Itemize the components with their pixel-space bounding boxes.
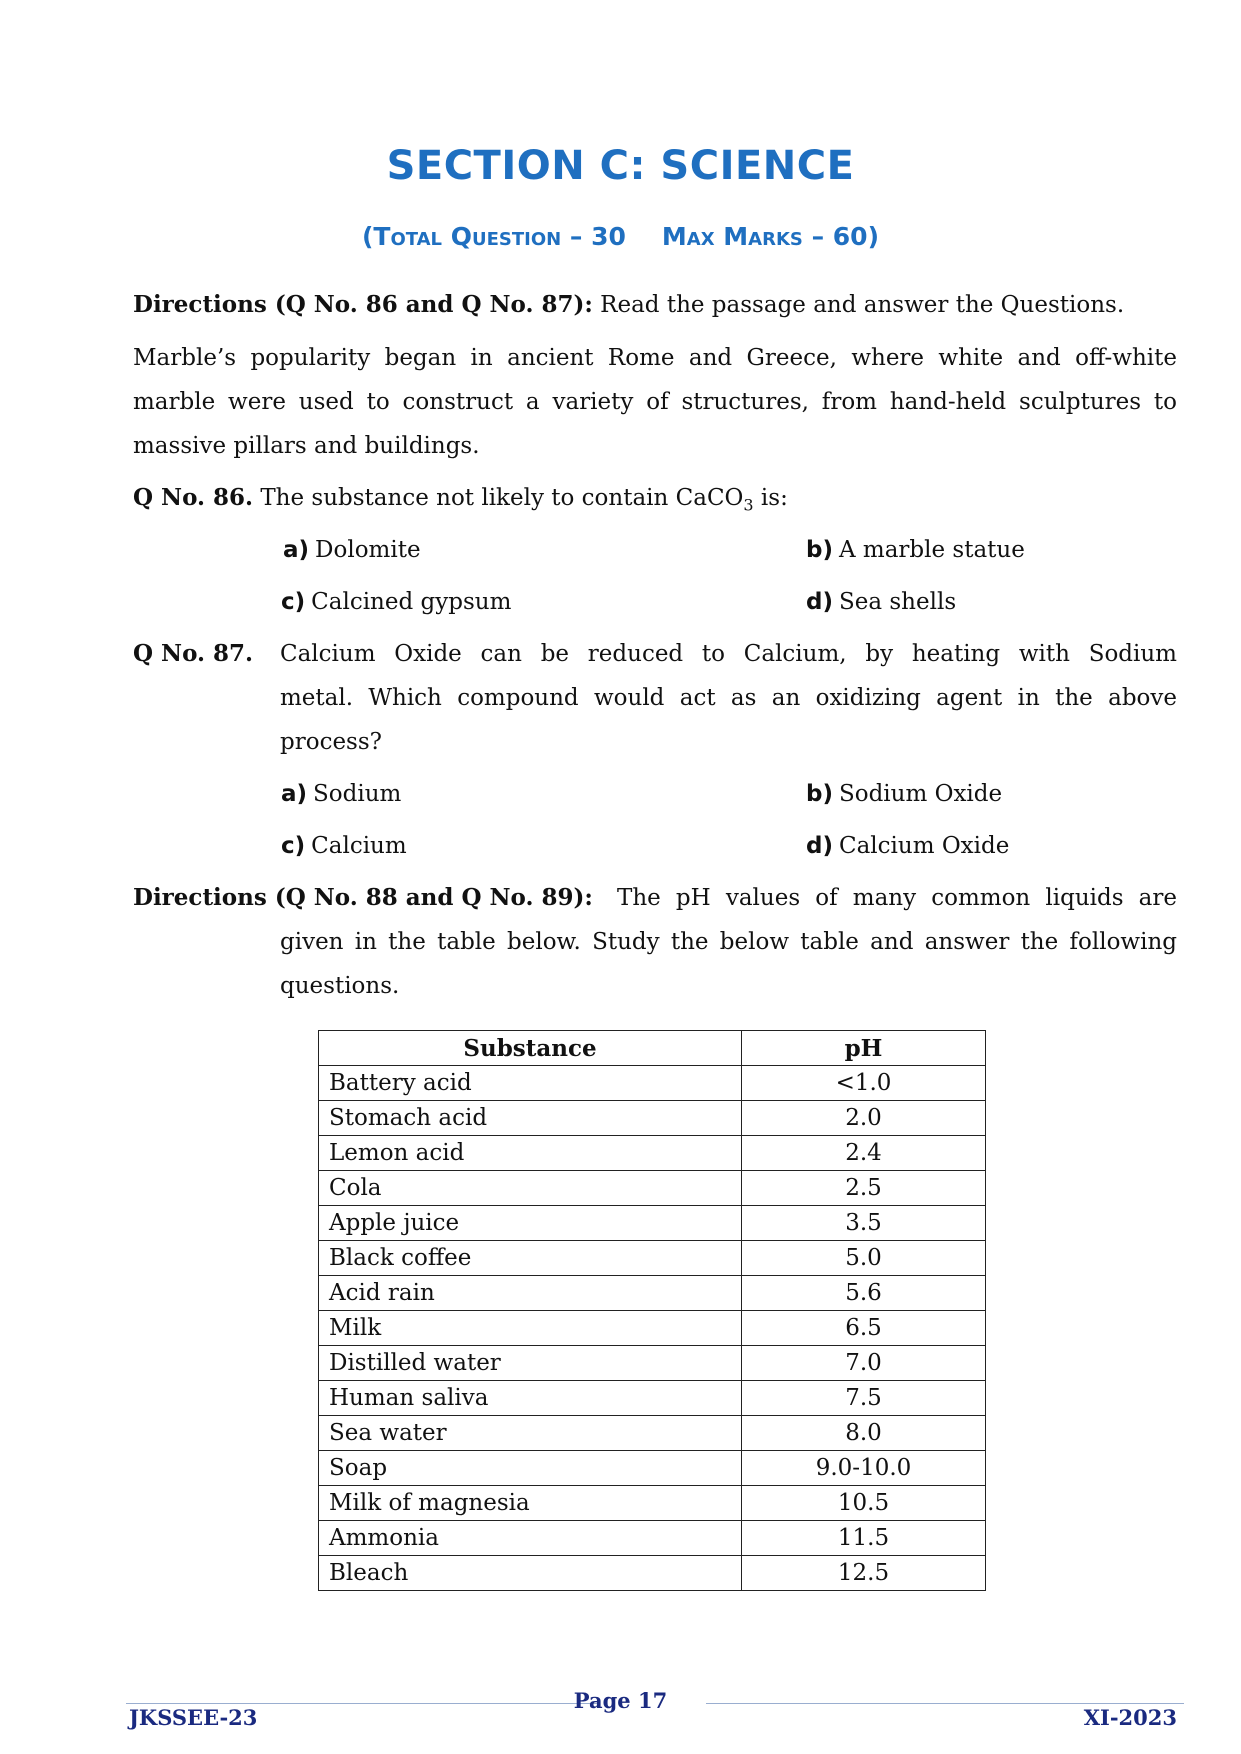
footer-class-year: XI-2023 xyxy=(1083,1705,1177,1730)
question-87-line-3: process? xyxy=(280,729,382,755)
table-row xyxy=(319,1311,986,1346)
passage-line-3: massive pillars and buildings. xyxy=(133,433,480,459)
footer-page-number: Page 17 xyxy=(573,1688,668,1713)
directions-88-89-label: Directions (Q No. 88 and Q No. 89): xyxy=(133,884,593,911)
ph-cell: 3.5 xyxy=(742,1206,986,1241)
ph-cell: 11.5 xyxy=(742,1521,986,1556)
question-86-text: The substance not likely to contain CaCO xyxy=(253,485,744,511)
ph-cell: 2.5 xyxy=(742,1171,986,1206)
substance-cell: Distilled water xyxy=(319,1346,742,1381)
section-subtitle xyxy=(0,222,1241,251)
table-row xyxy=(319,1381,986,1416)
ph-cell: 12.5 xyxy=(742,1556,986,1591)
passage-line-1: Marble’s popularity began in ancient Rome and Greece, where white and off-white xyxy=(133,345,1177,371)
directions-88-89-line-2: given in the table below. Study the below table and answer the following xyxy=(280,929,1177,955)
total-question-label: (Total Question – 30 xyxy=(361,222,626,251)
option-87-b[interactable] xyxy=(806,779,1002,809)
question-86 xyxy=(133,476,1177,528)
ph-cell: 10.5 xyxy=(742,1486,986,1521)
option-label: c) xyxy=(281,589,306,615)
substance-cell: Milk of magnesia xyxy=(319,1486,742,1521)
table-row xyxy=(319,1521,986,1556)
option-86-b[interactable] xyxy=(806,535,1025,565)
table-row xyxy=(319,1136,986,1171)
table-row xyxy=(319,1416,986,1451)
substance-cell: Battery acid xyxy=(319,1066,742,1101)
option-87-c[interactable] xyxy=(281,831,407,861)
ph-cell: 8.0 xyxy=(742,1416,986,1451)
option-text: Calcined gypsum xyxy=(311,589,512,615)
ph-cell: 9.0-10.0 xyxy=(742,1451,986,1486)
option-text: Calcium Oxide xyxy=(838,833,1010,859)
substance-cell: Acid rain xyxy=(319,1276,742,1311)
option-86-a[interactable] xyxy=(283,535,421,565)
directions-88-89-line-3: questions. xyxy=(280,973,400,999)
substance-cell: Milk xyxy=(319,1311,742,1346)
table-row xyxy=(319,1556,986,1591)
ph-cell: 2.4 xyxy=(742,1136,986,1171)
table-row xyxy=(319,1276,986,1311)
option-label: c) xyxy=(281,833,306,859)
question-87-line-1: Calcium Oxide can be reduced to Calcium, by heating with Sodium xyxy=(280,641,1177,667)
ph-cell: 5.0 xyxy=(742,1241,986,1276)
option-text: Sea shells xyxy=(838,589,957,615)
passage-line-2: marble were used to construct a variety of structures, from hand-held sculptures to xyxy=(133,389,1177,415)
directions-text: Read the passage and answer the Questions. xyxy=(592,292,1125,318)
table-row xyxy=(319,1346,986,1381)
table-row xyxy=(319,1241,986,1276)
ph-cell: 7.5 xyxy=(742,1381,986,1416)
substance-cell: Human saliva xyxy=(319,1381,742,1416)
question-86-text-end: is: xyxy=(753,485,788,511)
header-substance: Substance xyxy=(319,1031,742,1066)
footer-exam-code: JKSSEE-23 xyxy=(129,1705,258,1730)
question-86-subscript: 3 xyxy=(743,495,754,515)
question-87-line-2: metal. Which compound would act as an oxidizing agent in the above xyxy=(280,685,1177,711)
table-row xyxy=(319,1066,986,1101)
ph-table xyxy=(318,1030,986,1591)
table-header-row xyxy=(319,1031,986,1066)
table-row xyxy=(319,1101,986,1136)
substance-cell: Ammonia xyxy=(319,1521,742,1556)
option-text: Sodium xyxy=(313,781,402,807)
option-label: a) xyxy=(283,537,310,563)
option-87-d[interactable] xyxy=(806,831,1009,861)
directions-label: Directions (Q No. 86 and Q No. 87): xyxy=(133,291,593,318)
substance-cell: Cola xyxy=(319,1171,742,1206)
option-text: Calcium xyxy=(311,833,407,859)
ph-cell: 5.6 xyxy=(742,1276,986,1311)
table-row xyxy=(319,1171,986,1206)
directions-88-89-line-1: The pH values of many common liquids are xyxy=(617,885,1177,911)
option-86-c[interactable] xyxy=(281,587,511,617)
substance-cell: Soap xyxy=(319,1451,742,1486)
option-text: Dolomite xyxy=(315,537,421,563)
substance-cell: Stomach acid xyxy=(319,1101,742,1136)
header-ph: pH xyxy=(742,1031,986,1066)
substance-cell: Sea water xyxy=(319,1416,742,1451)
ph-cell: <1.0 xyxy=(742,1066,986,1101)
directions-86-87 xyxy=(133,283,1177,327)
option-text: A marble statue xyxy=(838,537,1025,563)
section-title: SECTION C: SCIENCE xyxy=(386,143,855,189)
option-label: b) xyxy=(806,537,833,563)
substance-cell: Lemon acid xyxy=(319,1136,742,1171)
max-marks-label: Max Marks – 60) xyxy=(661,222,880,251)
question-87-label: Q No. 87. xyxy=(133,640,254,667)
option-label: a) xyxy=(281,781,308,807)
substance-cell: Bleach xyxy=(319,1556,742,1591)
option-label: d) xyxy=(806,589,833,615)
substance-cell: Black coffee xyxy=(319,1241,742,1276)
table-row xyxy=(319,1206,986,1241)
ph-cell: 2.0 xyxy=(742,1101,986,1136)
table-row xyxy=(319,1486,986,1521)
question-86-label: Q No. 86. xyxy=(133,484,254,511)
substance-cell: Apple juice xyxy=(319,1206,742,1241)
option-87-a[interactable] xyxy=(281,779,401,809)
option-86-d[interactable] xyxy=(806,587,956,617)
ph-cell: 7.0 xyxy=(742,1346,986,1381)
option-text: Sodium Oxide xyxy=(838,781,1003,807)
option-label: d) xyxy=(806,833,833,859)
table-row xyxy=(319,1451,986,1486)
option-label: b) xyxy=(806,781,833,807)
ph-cell: 6.5 xyxy=(742,1311,986,1346)
